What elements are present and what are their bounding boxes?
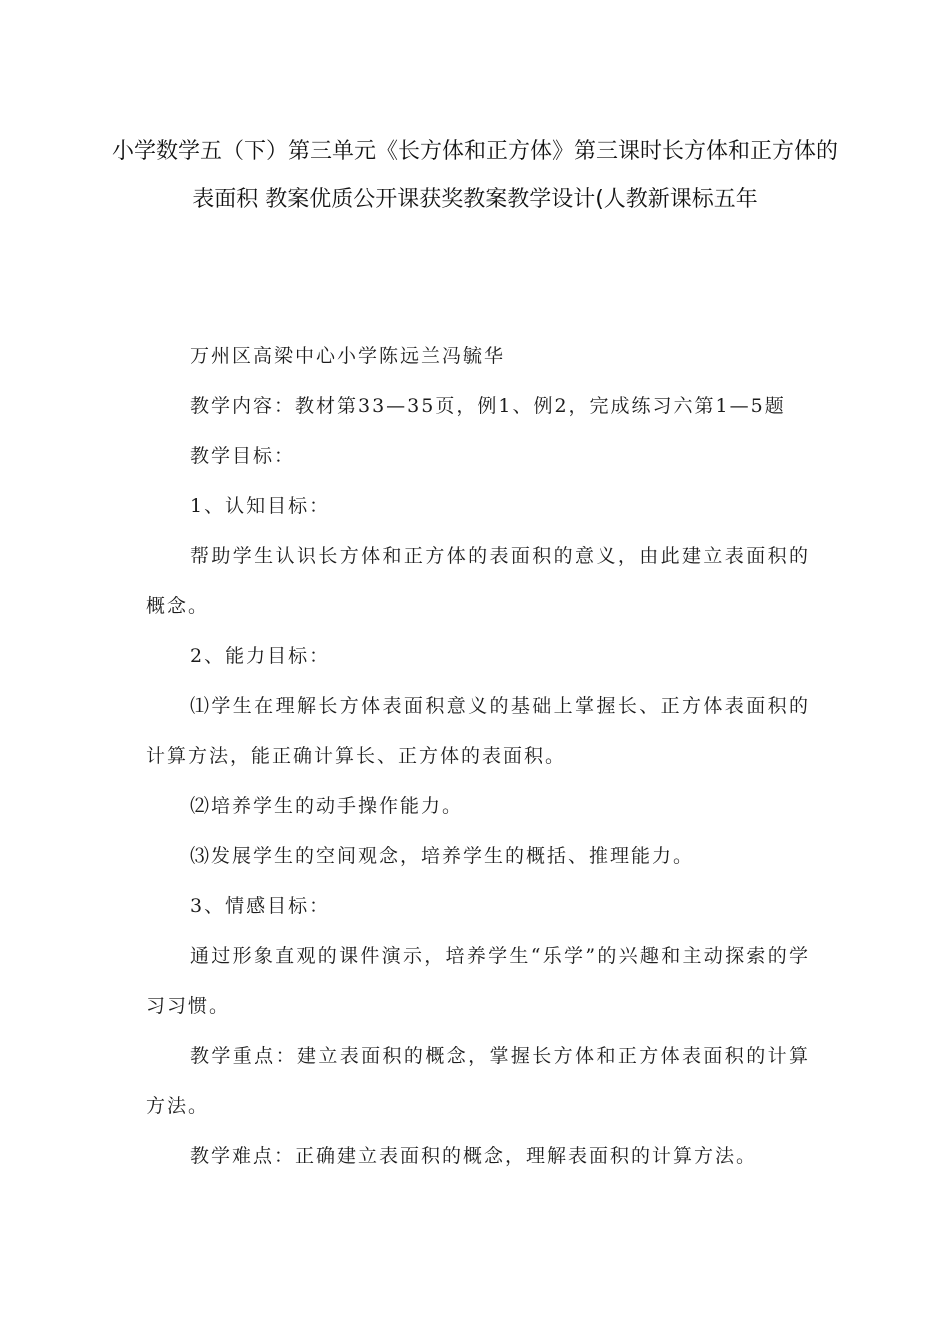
ability-goal-item-2: ⑵培养学生的动手操作能力。	[190, 795, 464, 817]
document-title: 小学数学五（下）第三单元《长方体和正方体》第三课时长方体和正方体的表面积 教案优质公开课获奖教案教学设计(人教新课标五年	[111, 139, 838, 212]
author-line: 万州区高梁中心小学陈远兰冯毓华	[190, 345, 506, 367]
teaching-content: 教学内容：教材第33—35页，例1、例2，完成练习六第1—5题	[190, 395, 786, 417]
ability-goal-heading: 2、能力目标：	[190, 645, 331, 667]
emotional-goal-heading: 3、情感目标：	[190, 895, 331, 917]
teaching-goals-heading: 教学目标：	[190, 445, 296, 467]
document-body	[146, 331, 810, 1181]
emotional-goal-text: 通过形象直观的课件演示，培养学生“乐学”的兴趣和主动探索的学习习惯。	[146, 945, 810, 1017]
teaching-key-points: 教学重点：建立表面积的概念，掌握长方体和正方体表面积的计算方法。	[146, 1045, 810, 1117]
ability-goal-item-1: ⑴学生在理解长方体表面积意义的基础上掌握长、正方体表面积的计算方法，能正确计算长、正方体的表面积。	[146, 695, 810, 767]
ability-goal-item-3: ⑶发展学生的空间观念，培养学生的概括、推理能力。	[190, 845, 695, 867]
teaching-difficulties: 教学难点：正确建立表面积的概念，理解表面积的计算方法。	[190, 1145, 758, 1167]
cognitive-goal-heading: 1、认知目标：	[190, 495, 331, 517]
cognitive-goal-text: 帮助学生认识长方体和正方体的表面积的意义，由此建立表面积的概念。	[146, 545, 810, 617]
